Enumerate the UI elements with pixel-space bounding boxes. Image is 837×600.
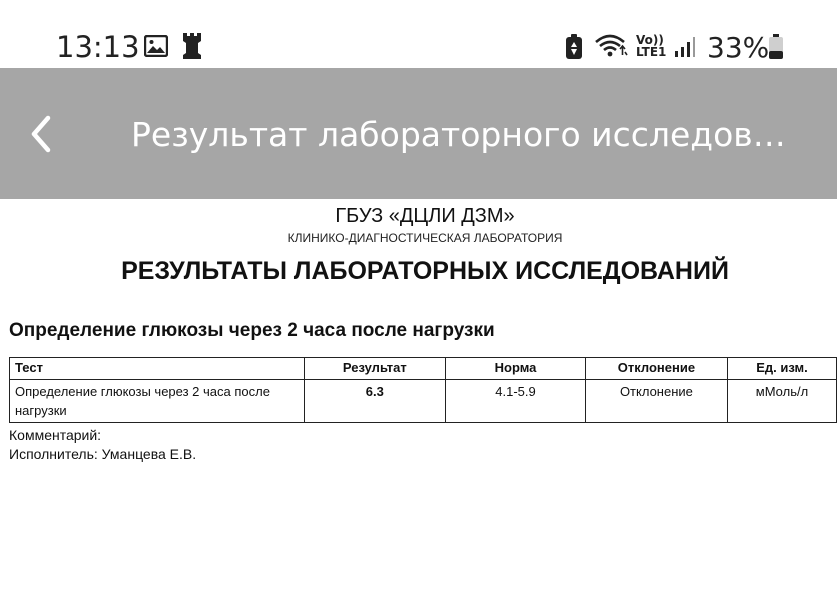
signal-icon — [674, 36, 696, 58]
wifi-icon — [594, 33, 628, 59]
app-title: Результат лабораторного исследов… — [131, 115, 786, 154]
lab-name: КЛИНИКО-ДИАГНОСТИЧЕСКАЯ ЛАБОРАТОРИЯ — [287, 231, 563, 245]
back-button[interactable] — [28, 112, 58, 156]
section-title: Определение глюкозы через 2 часа после нагрузки — [9, 320, 495, 341]
status-bar — [0, 0, 837, 68]
document-view[interactable] — [0, 199, 837, 600]
cell-test: Определение глюкозы через 2 часа после нагрузки — [10, 380, 305, 423]
battery-percent: 33% — [707, 31, 770, 64]
executor-label: Исполнитель: Уманцева Е.В. — [9, 446, 197, 462]
table-row — [10, 380, 837, 423]
cell-unit: мМоль/л — [727, 380, 836, 423]
cell-norm: 4.1-5.9 — [446, 380, 586, 423]
header-unit: Ед. изм. — [727, 358, 836, 380]
comment-label: Комментарий: — [9, 427, 102, 443]
header-deviation: Отклонение — [585, 358, 727, 380]
rook-icon — [180, 32, 204, 60]
battery-saver-icon — [565, 34, 583, 60]
chevron-left-icon — [28, 112, 58, 156]
header-test: Тест — [10, 358, 305, 380]
battery-icon — [768, 34, 784, 60]
results-table — [9, 357, 837, 423]
header-norm: Норма — [446, 358, 586, 380]
cell-result: 6.3 — [304, 380, 446, 423]
app-bar — [0, 68, 837, 199]
lte1-label: LTE1 — [636, 45, 667, 59]
header-result: Результат — [304, 358, 446, 380]
volte-label: Vo)) — [636, 33, 664, 47]
gallery-icon — [144, 35, 168, 57]
lte-label — [636, 34, 670, 58]
org-name: ГБУЗ «ДЦЛИ ДЗМ» — [335, 205, 515, 227]
cell-deviation: Отклонение — [585, 380, 727, 423]
status-time: 13:13 — [56, 30, 140, 64]
document-title: РЕЗУЛЬТАТЫ ЛАБОРАТОРНЫХ ИССЛЕДОВАНИЙ — [121, 257, 729, 285]
table-header-row — [10, 358, 837, 380]
